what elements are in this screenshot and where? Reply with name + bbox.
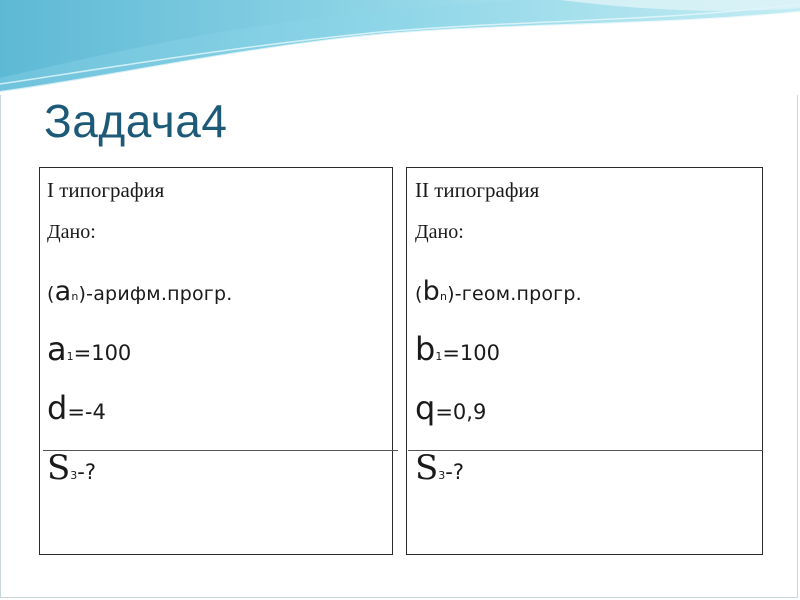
right-ask-rest: -?: [445, 460, 465, 484]
right-second-value: =0,9: [435, 400, 487, 424]
left-second-term-line: [47, 389, 106, 427]
left-first-sub: 1: [66, 350, 74, 363]
left-given-label: Дано:: [47, 221, 96, 243]
right-seq-rest: )-геом.прогр.: [447, 283, 582, 305]
left-first-letter: a: [47, 330, 67, 368]
right-first-value: =100: [442, 341, 500, 365]
slide-title: Задача4: [44, 95, 228, 147]
right-first-letter: b: [415, 330, 436, 368]
left-heading: I типография: [47, 178, 165, 202]
right-first-term-line: [415, 330, 500, 368]
left-ask-sub: 3: [70, 469, 78, 482]
right-seq-sub: n: [439, 290, 448, 303]
right-ask-letter: S: [415, 448, 439, 488]
wave-banner: [0, 0, 800, 95]
right-ask-line: [415, 448, 464, 488]
left-separator: [43, 450, 398, 451]
right-heading: II типография: [415, 178, 540, 202]
left-first-term-line: [47, 330, 131, 368]
left-ask-rest: -?: [77, 460, 97, 484]
left-second-value: =-4: [67, 400, 106, 424]
left-seq-letter: a: [54, 276, 72, 307]
right-seq-letter: b: [422, 276, 440, 307]
right-second-letter: q: [415, 389, 436, 427]
left-sequence-line: [47, 276, 232, 307]
left-seq-rest: )-арифм.прогр.: [78, 283, 233, 305]
right-second-term-line: [415, 389, 486, 427]
right-given-label: Дано:: [415, 221, 464, 243]
right-first-sub: 1: [435, 350, 443, 363]
left-second-letter: d: [47, 389, 68, 427]
left-seq-sub: n: [71, 290, 79, 303]
left-seq-open: (: [47, 283, 55, 305]
right-seq-open: (: [415, 283, 423, 305]
right-ask-sub: 3: [438, 469, 446, 482]
left-ask-letter: S: [47, 448, 71, 488]
right-sequence-line: [415, 276, 582, 307]
left-first-value: =100: [73, 341, 132, 365]
left-ask-line: [47, 448, 96, 488]
